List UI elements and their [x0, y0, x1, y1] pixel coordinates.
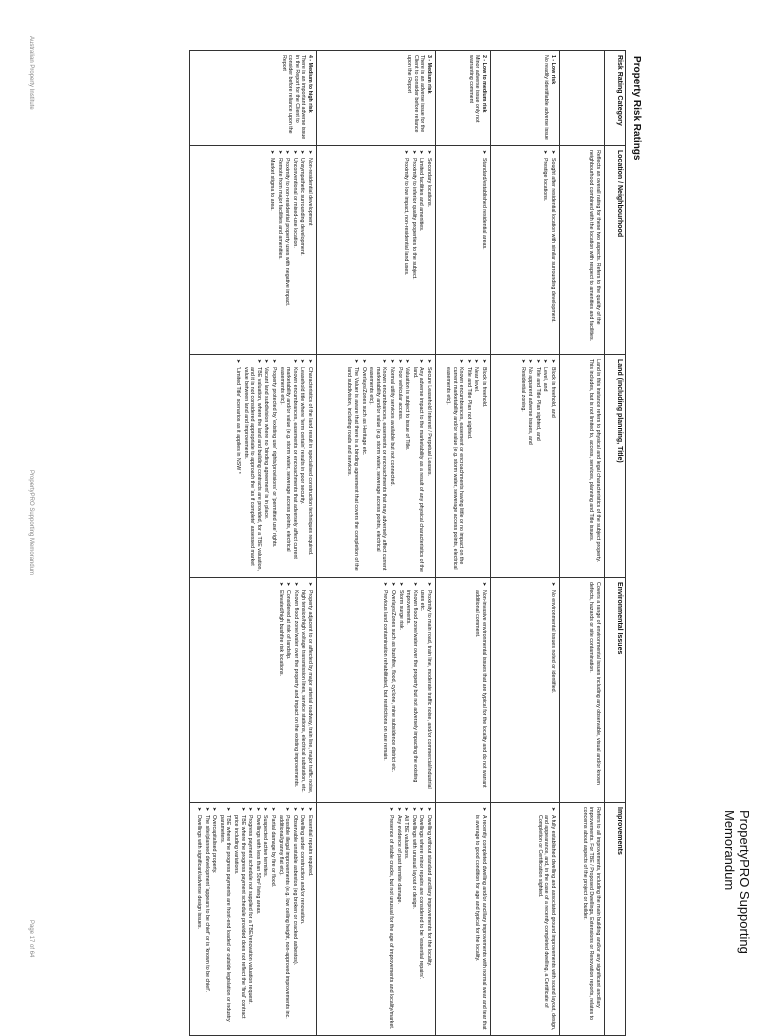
list-item-text: TBE where the progress payment schedule provided does not reflect the 'final' contract price including variations.: [233, 815, 246, 1019]
list-item: [218, 807, 231, 1031]
list-item-text: Leasehold title where 'term certain' results in poor security.: [299, 367, 306, 505]
list-item-text: Overlays/Zones such as bushfire, flood, cyclone, mine subsidence district etc.: [390, 590, 397, 772]
list-item: [291, 150, 298, 350]
list-item-text: Dwellings with significant/adverse design issues.: [196, 815, 203, 929]
arrow-bullet-icon: ➤: [284, 807, 291, 812]
list-item: [382, 582, 389, 798]
improvements-cell: [190, 803, 317, 1036]
arrow-bullet-icon: ➤: [411, 582, 418, 587]
list-item-text: Dwelling without standard ancillary improvements for the locality.: [426, 815, 432, 967]
list-item-text: Characteristics of the land result in specialised construction techniques required.: [307, 367, 313, 556]
environmental-list: [277, 582, 313, 798]
list-item: [387, 807, 394, 1031]
list-item: [403, 807, 410, 1031]
intro-cell-improvements: Refers to all improvements, including the main building and/or any significant ancillary improvements. For TBE / Proposed Dwellings, Extensions or Renovation reports, relates to concerns about aspects of the project or builder.: [560, 803, 605, 1036]
list-item: [211, 807, 218, 1031]
list-item-text: Market stigma to area.: [269, 158, 276, 211]
list-item: [278, 359, 298, 573]
arrow-bullet-icon: ➤: [269, 150, 276, 155]
col-header-category: Risk Rating Category: [605, 51, 626, 146]
environmental-list: [549, 582, 556, 798]
land-list: [346, 359, 432, 573]
arrow-bullet-icon: ➤: [211, 807, 218, 812]
list-item: [270, 359, 277, 573]
arrow-bullet-icon: ➤: [550, 807, 556, 812]
list-item-text: Remote from major facilities and amenities.: [276, 158, 283, 260]
arrow-bullet-icon: ➤: [247, 807, 254, 812]
arrow-bullet-icon: ➤: [397, 582, 404, 587]
list-item-text: A fully established dwelling and associated ground improvements with sound layout, design, and appearance, and, in the case of a recently completed dwelling, a Certificate of Completion or Certification sighted.: [536, 815, 556, 1031]
location-list: [268, 150, 313, 350]
land-list: [444, 359, 487, 573]
list-item: [276, 150, 283, 350]
list-item-text: Considered at risk of landslip.: [285, 590, 292, 660]
arrow-bullet-icon: ➤: [410, 150, 417, 155]
arrow-bullet-icon: ➤: [410, 807, 417, 812]
list-item-text: Overlays/Zones such as Heritage etc.: [360, 367, 367, 456]
list-item: [404, 359, 411, 573]
arrow-bullet-icon: ➤: [284, 150, 291, 155]
list-item-text: Observable unstable asbestos (eg broken or cracked asbestos).: [291, 815, 298, 966]
arrow-bullet-icon: ➤: [426, 582, 432, 587]
improvements-list: [474, 807, 487, 1031]
list-item: [410, 807, 417, 1031]
environmental-cell: [436, 578, 491, 803]
arrow-bullet-icon: ➤: [381, 359, 388, 364]
arrow-bullet-icon: ➤: [307, 807, 313, 812]
list-item: [444, 359, 464, 573]
list-item-text: Property adjacent to or affected by major arterial roadway, train line, major traffic noise, high tension/high voltage transmission lines, service stations, electrical substation, etc.: [300, 590, 313, 794]
table-row: [317, 51, 436, 1036]
list-item-text: Proximity to low impact, non-residential land uses.: [403, 158, 410, 276]
list-item-text: Level, and: [542, 367, 549, 392]
list-item-text: Standard/established residential areas.: [481, 158, 487, 250]
list-item: [480, 150, 487, 350]
risk-category-name: 3 - Medium risk: [426, 55, 432, 94]
list-item: [419, 582, 432, 798]
land-cell: [491, 355, 560, 578]
intro-row: [560, 51, 605, 1036]
list-item: [542, 150, 549, 350]
location-cell: [491, 146, 560, 355]
list-item-text: A recently completed dwelling and/or ancillary improvements with normal wear and tear that is average to good condition for age and typical for the locality.: [474, 815, 487, 1030]
risk-category-cell: [317, 51, 436, 146]
list-item-text: Proximity to inferior quality properties to the subject.: [410, 158, 417, 280]
arrow-bullet-icon: ➤: [382, 582, 389, 587]
list-item: [549, 150, 556, 350]
land-cell: [436, 355, 491, 578]
environmental-cell: [317, 578, 436, 803]
arrow-bullet-icon: ➤: [291, 150, 298, 155]
list-item: [268, 150, 275, 350]
list-item: [269, 807, 276, 1031]
land-cell: [190, 355, 317, 578]
arrow-bullet-icon: ➤: [481, 150, 487, 155]
footer-center: PropertyPRO Supporting Memorandum: [28, 470, 34, 576]
list-item: [262, 807, 269, 1031]
list-item: [196, 807, 203, 1031]
risk-category-name: 1 - Low risk: [550, 55, 556, 85]
risk-category-name: 2 - Low to medium risk: [481, 55, 487, 113]
arrow-bullet-icon: ➤: [534, 359, 541, 364]
improvements-list: [387, 807, 432, 1031]
list-item: [291, 807, 298, 1031]
arrow-bullet-icon: ➤: [299, 359, 306, 364]
list-item: [284, 150, 291, 350]
list-item-text: Proximity to main road, train line, moderate traffic noise, and/or commercial/industrial uses etc.: [419, 590, 432, 789]
arrow-bullet-icon: ➤: [235, 359, 242, 364]
arrow-bullet-icon: ➤: [458, 359, 465, 364]
arrow-bullet-icon: ➤: [395, 807, 402, 812]
arrow-bullet-icon: ➤: [262, 807, 269, 812]
arrow-bullet-icon: ➤: [418, 359, 425, 364]
environmental-list: [474, 582, 487, 798]
arrow-bullet-icon: ➤: [465, 359, 472, 364]
list-item-text: Known flood zone/water over the property and impact on the existing improvements.: [292, 590, 299, 788]
arrow-bullet-icon: ➤: [271, 359, 278, 364]
list-item-text: Storm surge risk.: [397, 590, 404, 631]
arrow-bullet-icon: ➤: [277, 582, 284, 587]
list-item-text: Title and Title Plan not sighted.: [465, 367, 472, 440]
list-item: [346, 359, 359, 573]
list-item-text: Known encumbrances, easements or encroachments that may adversely affect current marketability and/or value (e.g. storm water, sewerage access points, electrical easements etc).: [368, 367, 388, 571]
col-header-improvements: Improvements: [605, 803, 626, 1036]
list-item-text: Limited facilities and amenities.: [418, 158, 425, 232]
list-item-text: Block is freehold, and: [550, 367, 556, 418]
list-item: [418, 807, 425, 1031]
list-item: [277, 582, 284, 798]
list-item-text: Known encumbrances, easements or encroachments that adversely affect current marketability and/or value (e.g. storm water, sewerage access points, electrical easements etc).: [278, 367, 298, 559]
arrow-bullet-icon: ➤: [550, 150, 556, 155]
list-item: [397, 582, 404, 798]
list-item-text: No apparent adverse issues, and: [527, 367, 534, 445]
environmental-cell: [491, 578, 560, 803]
land-list: [519, 359, 556, 573]
arrow-bullet-icon: ➤: [292, 582, 299, 587]
arrow-bullet-icon: ➤: [404, 359, 411, 364]
list-item-text: Partial damage by fire or flood.: [270, 815, 277, 888]
list-item: [306, 150, 313, 350]
arrow-bullet-icon: ➤: [360, 359, 367, 364]
list-item-text: Dwellings where minor repairs are considered to be 'essential repairs'.: [418, 815, 425, 980]
list-item: [536, 807, 556, 1031]
list-item-text: Progress payment schedule not supplied for a TBE/renovation valuation request.: [247, 815, 254, 1004]
arrow-bullet-icon: ➤: [299, 807, 306, 812]
list-item: [395, 807, 402, 1031]
col-header-land: Land (including planning, Title): [605, 355, 626, 578]
list-item-text: Valuation is subject to issue of Title.: [404, 367, 411, 451]
arrow-bullet-icon: ➤: [270, 807, 277, 812]
list-item: [425, 807, 432, 1031]
table-row: [190, 51, 317, 1036]
list-item: [232, 807, 245, 1031]
list-item-text: Poor vehicular access.: [396, 367, 403, 421]
location-list: [542, 150, 556, 350]
list-item: [425, 150, 432, 350]
list-item: [542, 359, 549, 573]
list-item: [306, 359, 313, 573]
arrow-bullet-icon: ➤: [239, 807, 246, 812]
list-item-text: The site/planned development 'appears to be chief' or is 'known to be chief'.: [203, 815, 210, 993]
list-item: [254, 807, 261, 1031]
arrow-bullet-icon: ➤: [426, 359, 432, 364]
arrow-bullet-icon: ➤: [276, 150, 283, 155]
list-item-text: Previous land contamination rehabilitated, but restrictions on use remain.: [382, 590, 389, 761]
arrow-bullet-icon: ➤: [299, 150, 306, 155]
list-item-text: Non-residential development: [307, 158, 313, 226]
list-item-text: Presence of stable cracks, but not unusual for the age of improvements and locality/market.: [388, 815, 395, 1030]
list-item-text: Elevated/high bushfire risk locations.: [277, 590, 284, 676]
arrow-bullet-icon: ➤: [307, 150, 313, 155]
list-item-text: Secondary locations.: [426, 158, 432, 208]
environmental-list: [382, 582, 432, 798]
land-list: [234, 359, 313, 573]
list-item: [299, 150, 306, 350]
list-item-text: Property protected by 'existing use' rights/provisions' or 'permitted use' rights.: [271, 367, 278, 548]
list-item: [519, 359, 526, 573]
list-item: [549, 582, 556, 798]
col-header-location: Location / Neighbourhood: [605, 146, 626, 355]
risk-category-cell: [190, 51, 317, 146]
arrow-bullet-icon: ➤: [550, 582, 556, 587]
list-item-text: Prestige locations.: [542, 158, 549, 202]
list-item-text: Residential zoning.: [519, 367, 526, 412]
arrow-bullet-icon: ➤: [481, 582, 487, 587]
list-item-text: Title and Title Plan sighted, and: [534, 367, 541, 441]
location-cell: [436, 146, 491, 355]
list-item: [368, 359, 388, 573]
list-item: [425, 359, 432, 573]
list-item-text: Dwellings with less than 50m² living areas.: [254, 815, 261, 915]
arrow-bullet-icon: ➤: [263, 359, 270, 364]
arrow-bullet-icon: ➤: [481, 807, 487, 812]
arrow-bullet-icon: ➤: [353, 359, 360, 364]
list-item: [534, 359, 541, 573]
list-item: [527, 359, 534, 573]
arrow-bullet-icon: ➤: [196, 807, 203, 812]
arrow-bullet-icon: ➤: [418, 807, 425, 812]
arrow-bullet-icon: ➤: [388, 807, 395, 812]
list-item: [263, 359, 270, 573]
intro-cell-category: [560, 51, 605, 146]
risk-category-cell: [491, 51, 560, 146]
list-item: [410, 150, 417, 350]
location-cell: [190, 146, 317, 355]
arrow-bullet-icon: ➤: [254, 807, 261, 812]
list-item-text: Possible illegal improvements (e.g. low ceiling height, non-approved improvements inc. additional/granny flat etc).: [277, 815, 291, 1019]
list-item-text: Known encumbrances, easement or encroachments having little or no impact on the current marketability and/or value (e.g. storm water, sewerage access points, electrical easements etc).: [445, 367, 465, 570]
list-item: [403, 150, 410, 350]
list-item-text: Suspected active termites.: [262, 815, 269, 878]
environmental-cell: [190, 578, 317, 803]
table-header-row: [605, 51, 626, 1036]
list-item: [473, 359, 480, 573]
list-item-text: Essential repairs required.: [307, 815, 313, 877]
list-item-text: No environmental issues noted or identified.: [550, 590, 556, 694]
list-item-text: Dwelling under construction and/or renovation.: [299, 815, 306, 925]
list-item: [277, 807, 290, 1031]
arrow-bullet-icon: ➤: [542, 150, 549, 155]
arrow-bullet-icon: ➤: [291, 359, 298, 364]
list-item-text: Proximity to non-residential property uses with negative impact.: [284, 158, 291, 307]
list-item: [474, 582, 487, 798]
table-row: [436, 51, 491, 1036]
arrow-bullet-icon: ➤: [418, 150, 425, 155]
list-item: [465, 359, 472, 573]
location-list: [480, 150, 487, 350]
risk-category-description: Minor adverse issue only not warranting comment: [467, 55, 481, 123]
arrow-bullet-icon: ➤: [426, 150, 432, 155]
arrow-bullet-icon: ➤: [473, 359, 480, 364]
list-item-text: TBE where the progress payments are front-end loaded or outside legislation or industry parameters.: [218, 815, 232, 1022]
list-item: [389, 582, 396, 798]
list-item: [300, 582, 313, 798]
list-item: [292, 582, 299, 798]
list-item-text: Any adverse impact to the marketability as a result of any physical characteristics of the land.: [411, 367, 425, 572]
risk-category-description: There is an adverse issue for the Client to consider before reliance upon the Report: [406, 55, 426, 133]
arrow-bullet-icon: ➤: [307, 582, 313, 587]
arrow-bullet-icon: ➤: [225, 807, 232, 812]
list-item: [299, 807, 306, 1031]
list-item-text: Unconventional or mixed-use location.: [291, 158, 298, 248]
list-item-text: TBE valuation, where the land and building contracts are provided, for a TBE valuation, and it is not considered appropriate to approach the 'as if complete' assessed market value between land and improvements.: [242, 367, 262, 571]
list-item-text: Normal utility services available but not connected.: [389, 367, 396, 486]
list-item-text: Block is freehold.: [481, 367, 487, 408]
location-cell: [317, 146, 436, 355]
arrow-bullet-icon: ➤: [527, 359, 534, 364]
arrow-bullet-icon: ➤: [481, 359, 487, 364]
arrow-bullet-icon: ➤: [389, 359, 396, 364]
location-list: [403, 150, 432, 350]
risk-ratings-table: [189, 50, 626, 1036]
document-title: PropertyPRO Supporting Memorandum: [722, 810, 752, 954]
land-cell: [317, 355, 436, 578]
list-item-text: Non-invasive environmental issues that are typical for the locality and do not warrant additional comment.: [474, 590, 487, 788]
risk-category-name: 4 - Medium to high risk: [307, 55, 313, 113]
list-item-text: All TBE valuations.: [403, 815, 410, 860]
improvements-list: [196, 807, 314, 1031]
arrow-bullet-icon: ➤: [291, 807, 298, 812]
arrow-bullet-icon: ➤: [519, 359, 526, 364]
list-item: [360, 359, 367, 573]
arrow-bullet-icon: ➤: [307, 359, 313, 364]
list-item: [549, 359, 556, 573]
arrow-bullet-icon: ➤: [396, 359, 403, 364]
arrow-bullet-icon: ➤: [550, 359, 556, 364]
list-item: [411, 359, 424, 573]
improvements-cell: [491, 803, 560, 1036]
list-item: [285, 582, 292, 798]
footer-page-number: Page 17 of 64: [28, 920, 34, 958]
list-item-text: The Valuer is aware that there is a binding agreement that covers the completion of the land subdivision, including roads and services.: [346, 367, 360, 571]
list-item: [396, 359, 403, 573]
section-title: Property Risk Ratings: [631, 56, 642, 161]
list-item: [306, 807, 313, 1031]
list-item-text: Any evidence of past termite damage.: [395, 815, 402, 904]
arrow-bullet-icon: ➤: [542, 359, 549, 364]
list-item-text: Known flood zone/water over the property but not adversely impacting the existing improvements.: [405, 590, 418, 783]
improvements-list: [536, 807, 556, 1031]
list-item: [247, 807, 254, 1031]
list-item-text: Vacant land subdivision where no 'binding agreement' is in place.: [263, 367, 270, 520]
list-item: [418, 150, 425, 350]
arrow-bullet-icon: ➤: [403, 150, 410, 155]
list-item: [203, 807, 210, 1031]
arrow-bullet-icon: ➤: [285, 582, 292, 587]
list-item-text: Near level.: [473, 367, 480, 393]
list-item: [388, 359, 395, 573]
intro-cell-environmental: Covers a range of environmental issues including any observable, visual and/or known defects, hazards or site contamination.: [560, 578, 605, 803]
list-item: [299, 359, 306, 573]
risk-category-description: No readily identifiable adverse issue: [543, 55, 550, 140]
arrow-bullet-icon: ➤: [390, 582, 397, 587]
intro-cell-land: Land in this instance refers to physical and legal characteristics of the subject property. This includes, but is not limited to, access, services, planning and Title issues.: [560, 355, 605, 578]
list-item-text: Sought after residential location with similar surrounding development.: [550, 158, 556, 323]
arrow-bullet-icon: ➤: [426, 807, 432, 812]
list-item: [474, 807, 487, 1031]
risk-category-description: There is an important adverse issue in the Report for the Client to consider before reliance upon the Report: [280, 55, 307, 140]
list-item-text: Overcapitalised property.: [211, 815, 218, 874]
list-item-text: Dwellings with unusual layout or design.: [410, 815, 417, 909]
improvements-cell: [436, 803, 491, 1036]
intro-cell-location: Reflects an overall rating for these two aspects. Refers to the quality of the neighbourhood combined with the location with respect to amenities and facilities.: [560, 146, 605, 355]
footer-left: Australian Property Institute: [28, 36, 34, 110]
arrow-bullet-icon: ➤: [203, 807, 210, 812]
table-row: [491, 51, 560, 1036]
list-item-text: 'Limited Title' scenarios as it applies in NSW *: [235, 367, 242, 474]
arrow-bullet-icon: ➤: [403, 807, 410, 812]
list-item-text: Unsympathetic surrounding development.: [299, 158, 306, 256]
list-item: [405, 582, 418, 798]
list-item: [234, 359, 241, 573]
col-header-environmental: Environmental Issues: [605, 578, 626, 803]
risk-category-cell: [436, 51, 491, 146]
list-item: [480, 359, 487, 573]
list-item-text: Secure Leasehold Interest / Perpetual Leases.: [426, 367, 432, 476]
list-item: [242, 359, 262, 573]
improvements-cell: [317, 803, 436, 1036]
arrow-bullet-icon: ➤: [255, 359, 262, 364]
